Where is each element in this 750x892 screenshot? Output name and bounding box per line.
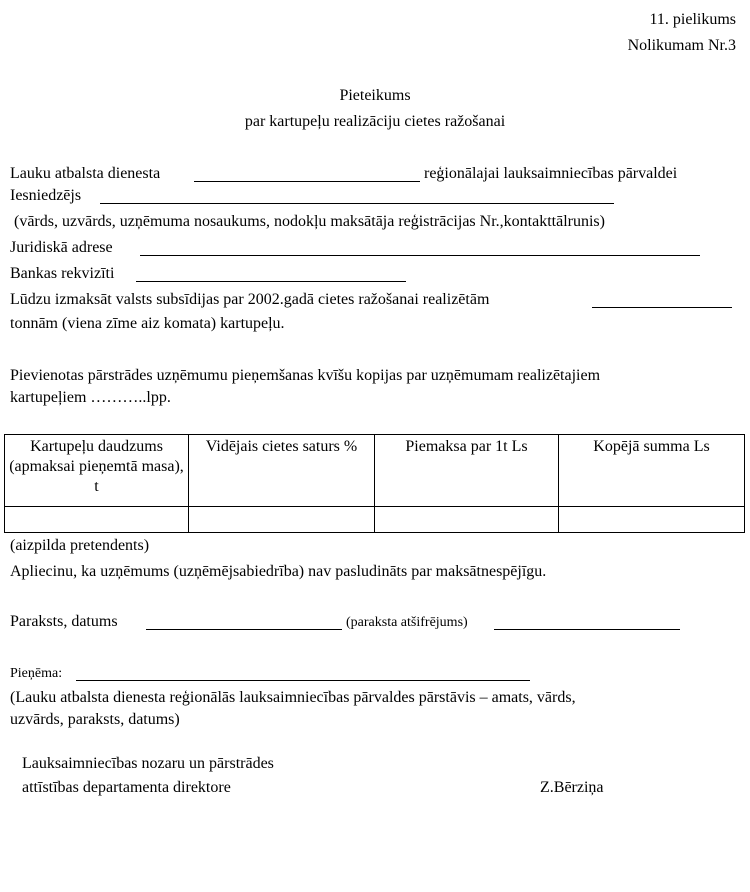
lad-suffix: reģionālajai lauksaimniecības pārvaldei <box>424 165 678 182</box>
address-field[interactable] <box>140 255 700 256</box>
cell-starch-content[interactable] <box>189 507 375 533</box>
regulation-reference: Nolikumam Nr.3 <box>627 37 736 54</box>
applicant-field[interactable] <box>100 203 614 204</box>
applicant-label: Iesniedzējs <box>10 187 82 204</box>
lad-label: Lauku atbalsta dienesta <box>10 165 161 182</box>
table-header-row <box>5 435 745 507</box>
signature-label: Paraksts, datums <box>10 613 118 630</box>
cell-premium-per-ton[interactable] <box>375 507 559 533</box>
applicant-hint: (vārds, uzvārds, uzņēmuma nosaukums, nodokļu maksātāja reģistrācijas Nr.,kontakttālrunis) <box>14 213 605 230</box>
accepted-hint-line1: (Lauku atbalsta dienesta reģionālās lauksaimniecības pārvaldes pārstāvis – amats, vārds, <box>10 689 576 706</box>
accepted-hint-line2: uzvārds, paraksts, datums) <box>10 711 180 728</box>
request-text-line1: Lūdzu izmaksāt valsts subsīdijas par 2002.gadā cietes ražošanai realizētām <box>10 291 490 308</box>
accepted-field[interactable] <box>76 680 530 681</box>
attached-text-line1: Pievienotas pārstrādes uzņēmumu pieņemšanas kvīšu kopijas par uzņēmumam realizētajiem <box>10 367 601 384</box>
header-premium-per-ton: Piemaksa par 1t Ls <box>375 435 559 507</box>
bank-field[interactable] <box>136 281 406 282</box>
header-quantity: Kartupeļu daudzums (apmaksai pieņemtā masa), t <box>5 435 189 507</box>
cell-total-sum[interactable] <box>559 507 745 533</box>
address-label: Juridiskā adrese <box>10 239 113 256</box>
declaration-text: Apliecinu, ka uzņēmums (uzņēmējsabiedrība) nav pasludināts par maksātnespējīgu. <box>10 563 547 580</box>
annex-number: 11. pielikums <box>649 11 736 28</box>
cell-quantity[interactable] <box>5 507 189 533</box>
subsidy-table <box>4 434 745 533</box>
director-position-line1: Lauksaimniecības nozaru un pārstrādes <box>22 755 274 772</box>
table-row <box>5 507 745 533</box>
document-subtitle: par kartupeļu realizāciju cietes ražošanai <box>244 113 506 130</box>
director-name: Z.Bērziņa <box>540 779 604 796</box>
tonnage-field[interactable] <box>592 307 732 308</box>
accepted-label: Pieņēma: <box>10 666 63 681</box>
request-text-line2: tonnām (viena zīme aiz komata) kartupeļu. <box>10 315 285 332</box>
document-title: Pieteikums <box>339 87 411 104</box>
table-note: (aizpilda pretendents) <box>10 537 150 554</box>
signature-decode-field[interactable] <box>494 629 680 630</box>
bank-label: Bankas rekvizīti <box>10 265 115 282</box>
header-total-sum: Kopējā summa Ls <box>559 435 745 507</box>
header-starch-content: Vidējais cietes saturs % <box>189 435 375 507</box>
lad-region-field[interactable] <box>194 181 420 182</box>
director-position-line2: attīstības departamenta direktore <box>22 779 231 796</box>
attached-text-line2: kartupeļiem ………..lpp. <box>10 389 171 406</box>
signature-field[interactable] <box>146 629 342 630</box>
signature-decode-label: (paraksta atšifrējums) <box>346 615 468 630</box>
